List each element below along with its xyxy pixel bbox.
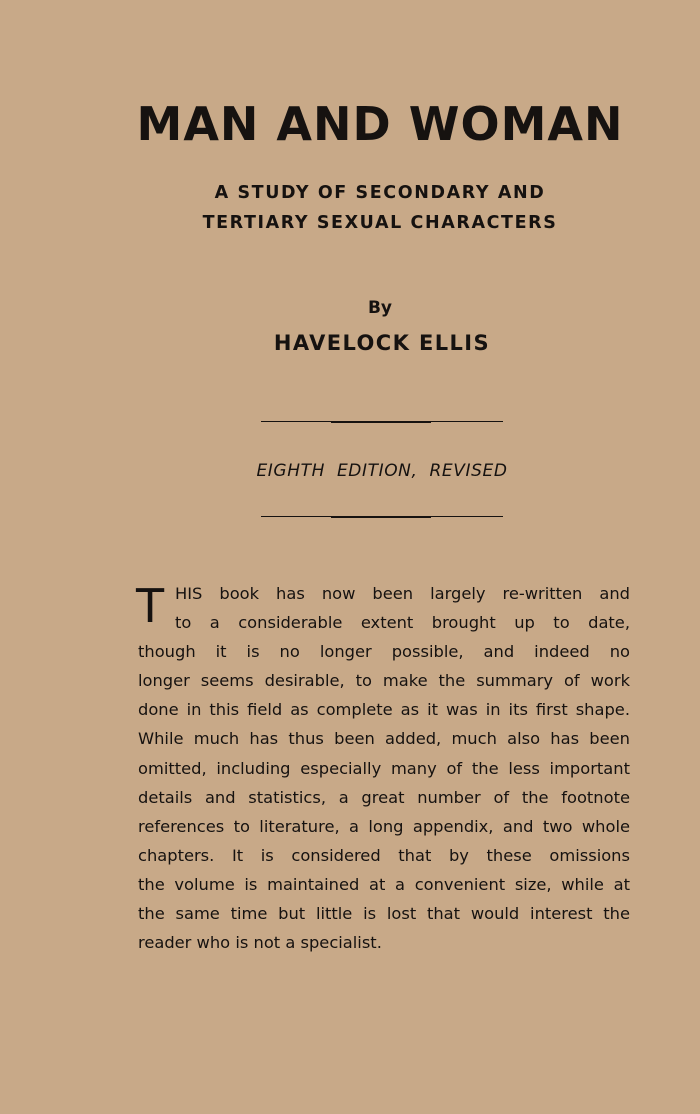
drop-cap-letter: T: [136, 579, 165, 633]
preface-line-3: though it is no longer possible, and indeed no: [138, 642, 630, 662]
by-label: By: [367, 298, 393, 318]
top-divider-rule: [261, 421, 503, 422]
preface-line-7: omitted, including especially many of the less important: [138, 758, 630, 778]
subtitle-line-1: A STUDY OF SECONDARY AND: [214, 183, 546, 203]
bottom-divider-rule: [261, 516, 503, 517]
book-title: MAN AND WOMAN: [136, 97, 624, 151]
preface-line-8: details and statistics, a great number of the footnote: [138, 787, 630, 807]
preface-line-12: the same time but little is lost that would interest the: [138, 904, 630, 924]
preface-line-9: references to literature, a long appendix, and two whole: [138, 816, 630, 836]
preface-line-13: reader who is not a specialist.: [138, 933, 382, 953]
author-name: HAVELOCK ELLIS: [273, 331, 491, 355]
preface-line-11: the volume is maintained at a convenient size, while at: [138, 874, 630, 894]
preface-line-4: longer seems desirable, to make the summary of work: [138, 671, 630, 691]
preface-line-6: While much has thus been added, much also has been: [138, 729, 630, 749]
preface-line-5: done in this field as complete as it was in its first shape.: [138, 700, 630, 720]
preface-line-1: HIS book has now been largely re-written and: [175, 584, 630, 603]
preface-paragraph: [138, 579, 630, 957]
book-subtitle: [0, 178, 700, 238]
subtitle-line-2: TERTIARY SEXUAL CHARACTERS: [202, 213, 558, 233]
preface-line-2: to a considerable extent brought up to date,: [175, 613, 630, 633]
edition-label: EIGHTH EDITION, REVISED: [256, 461, 508, 481]
preface-line-10: chapters. It is considered that by these omissions: [138, 845, 630, 865]
